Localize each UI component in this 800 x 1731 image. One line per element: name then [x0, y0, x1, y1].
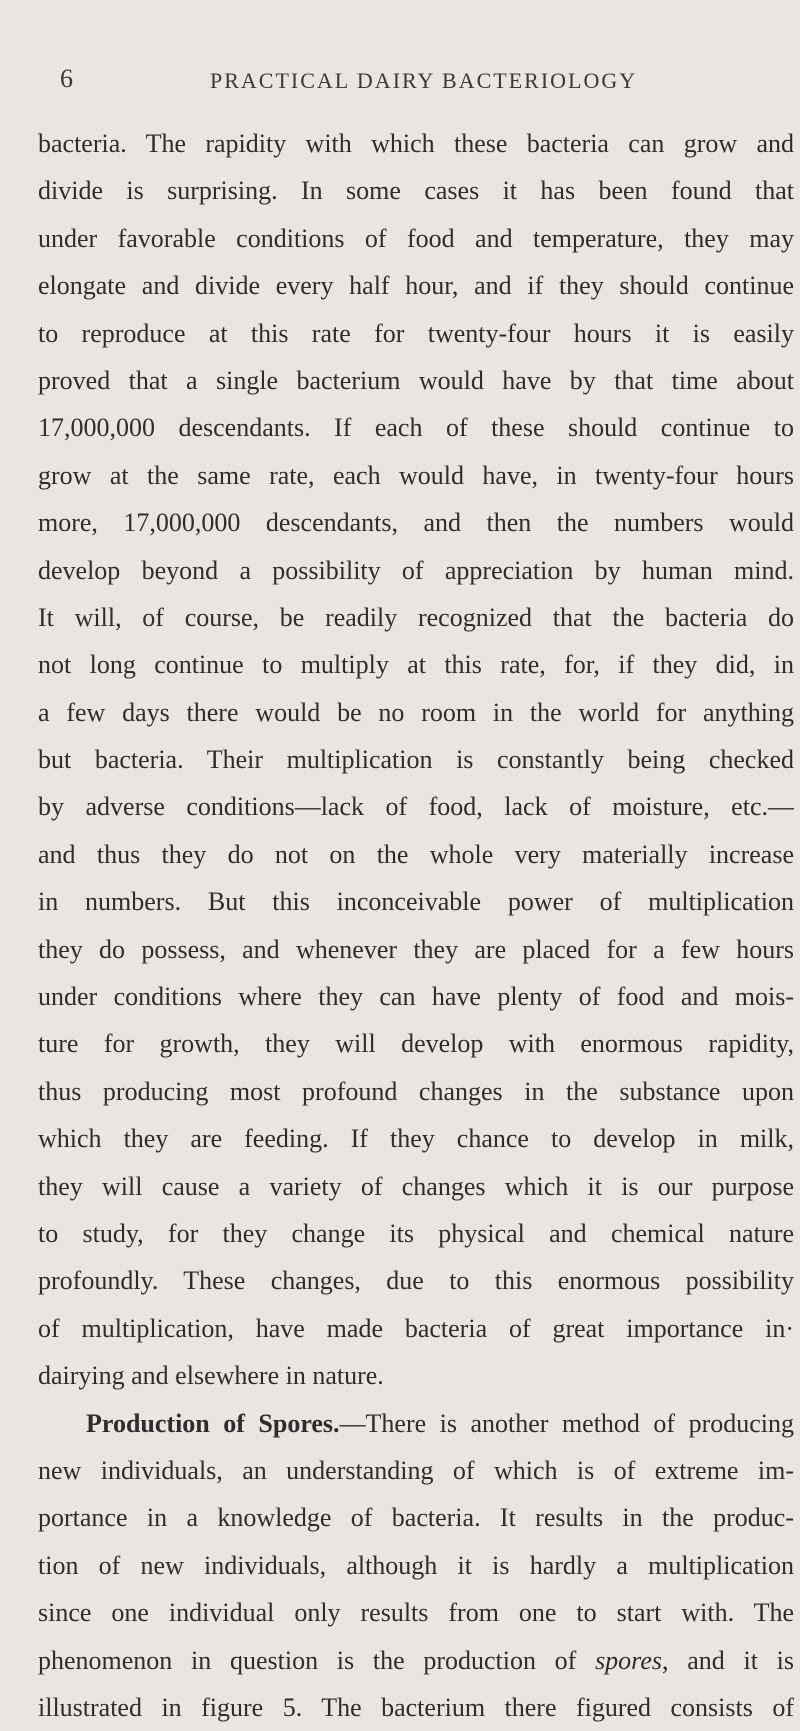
section-first-line	[38, 1400, 794, 1447]
spores-line	[38, 1637, 794, 1684]
text-line: by adverse conditions—lack of food, lack of moisture, etc.—	[38, 792, 794, 822]
text-line: in numbers. But this inconceivable power of multiplication	[38, 887, 794, 917]
text-line: tion of new individuals, although it is hardly a multiplication	[38, 1550, 794, 1580]
running-title: PRACTICAL DAIRY BACTERIOLOGY	[210, 68, 638, 93]
text-line: develop beyond a possibility of appreciation by human mind.	[38, 555, 794, 585]
body-text	[38, 120, 794, 1731]
text-line: new individuals, an understanding of which is of extreme im-	[38, 1455, 794, 1485]
text-line: ture for growth, they will develop with enormous rapidity,	[38, 1029, 794, 1059]
text-line: thus producing most profound changes in the substance upon	[38, 1076, 794, 1106]
text-line: It will, of course, be readily recognized that the bacteria do	[38, 602, 794, 632]
text-line: grow at the same rate, each would have, in twenty-four hours	[38, 460, 794, 490]
text-line: of multiplication, have made bacteria of great importance in·	[38, 1313, 794, 1343]
text-line: elongate and divide every half hour, and if they should continue	[38, 271, 794, 301]
section-heading: Production of Spores.	[86, 1408, 340, 1438]
text-line: portance in a knowledge of bacteria. It results in the produc-	[38, 1503, 794, 1533]
text-line: divide is surprising. In some cases it has been found that	[38, 176, 794, 206]
text-line: more, 17,000,000 descendants, and then the numbers would	[38, 508, 794, 538]
text-line: bacteria. The rapidity with which these bacteria can grow and	[38, 129, 794, 158]
text-line: proved that a single bacterium would have by that time about	[38, 365, 794, 395]
text-line: since one individual only results from one to start with. The	[38, 1598, 794, 1628]
text-line: to study, for they change its physical and chemical nature	[38, 1218, 794, 1248]
text-line: to reproduce at this rate for twenty-four hours it is easily	[38, 318, 794, 348]
text-line: they do possess, and whenever they are placed for a few hours	[38, 934, 794, 964]
spores-term: spores	[595, 1645, 662, 1675]
running-head	[60, 64, 760, 98]
text-line: not long continue to multiply at this rate, for, if they did, in	[38, 650, 794, 680]
page-number: 6	[60, 64, 75, 93]
spores-line-after: , and it is	[662, 1645, 794, 1675]
text-line: under conditions where they can have plenty of food and mois-	[38, 982, 794, 1012]
paragraph-end-line: dairying and elsewhere in nature.	[38, 1361, 384, 1391]
text-line: illustrated in figure 5. The bacterium there figured consists of	[38, 1692, 794, 1722]
text-line: profoundly. These changes, due to this enormous possibility	[38, 1266, 794, 1296]
text-line: and thus they do not on the whole very materially increase	[38, 839, 794, 869]
text-line: a few days there would be no room in the world for anything	[38, 697, 794, 727]
text-line: 17,000,000 descendants. If each of these should continue to	[38, 413, 794, 443]
text-line: under favorable conditions of food and temperature, they may	[38, 223, 794, 253]
text-line: but bacteria. Their multiplication is constantly being checked	[38, 745, 794, 775]
text-line: which they are feeding. If they chance to develop in milk,	[38, 1124, 794, 1154]
text-line: they will cause a variety of changes which it is our purpose	[38, 1171, 794, 1201]
spores-line-before: phenomenon in question is the production of	[38, 1645, 596, 1675]
section-first-line-text: —There is another method of producing	[339, 1408, 794, 1438]
